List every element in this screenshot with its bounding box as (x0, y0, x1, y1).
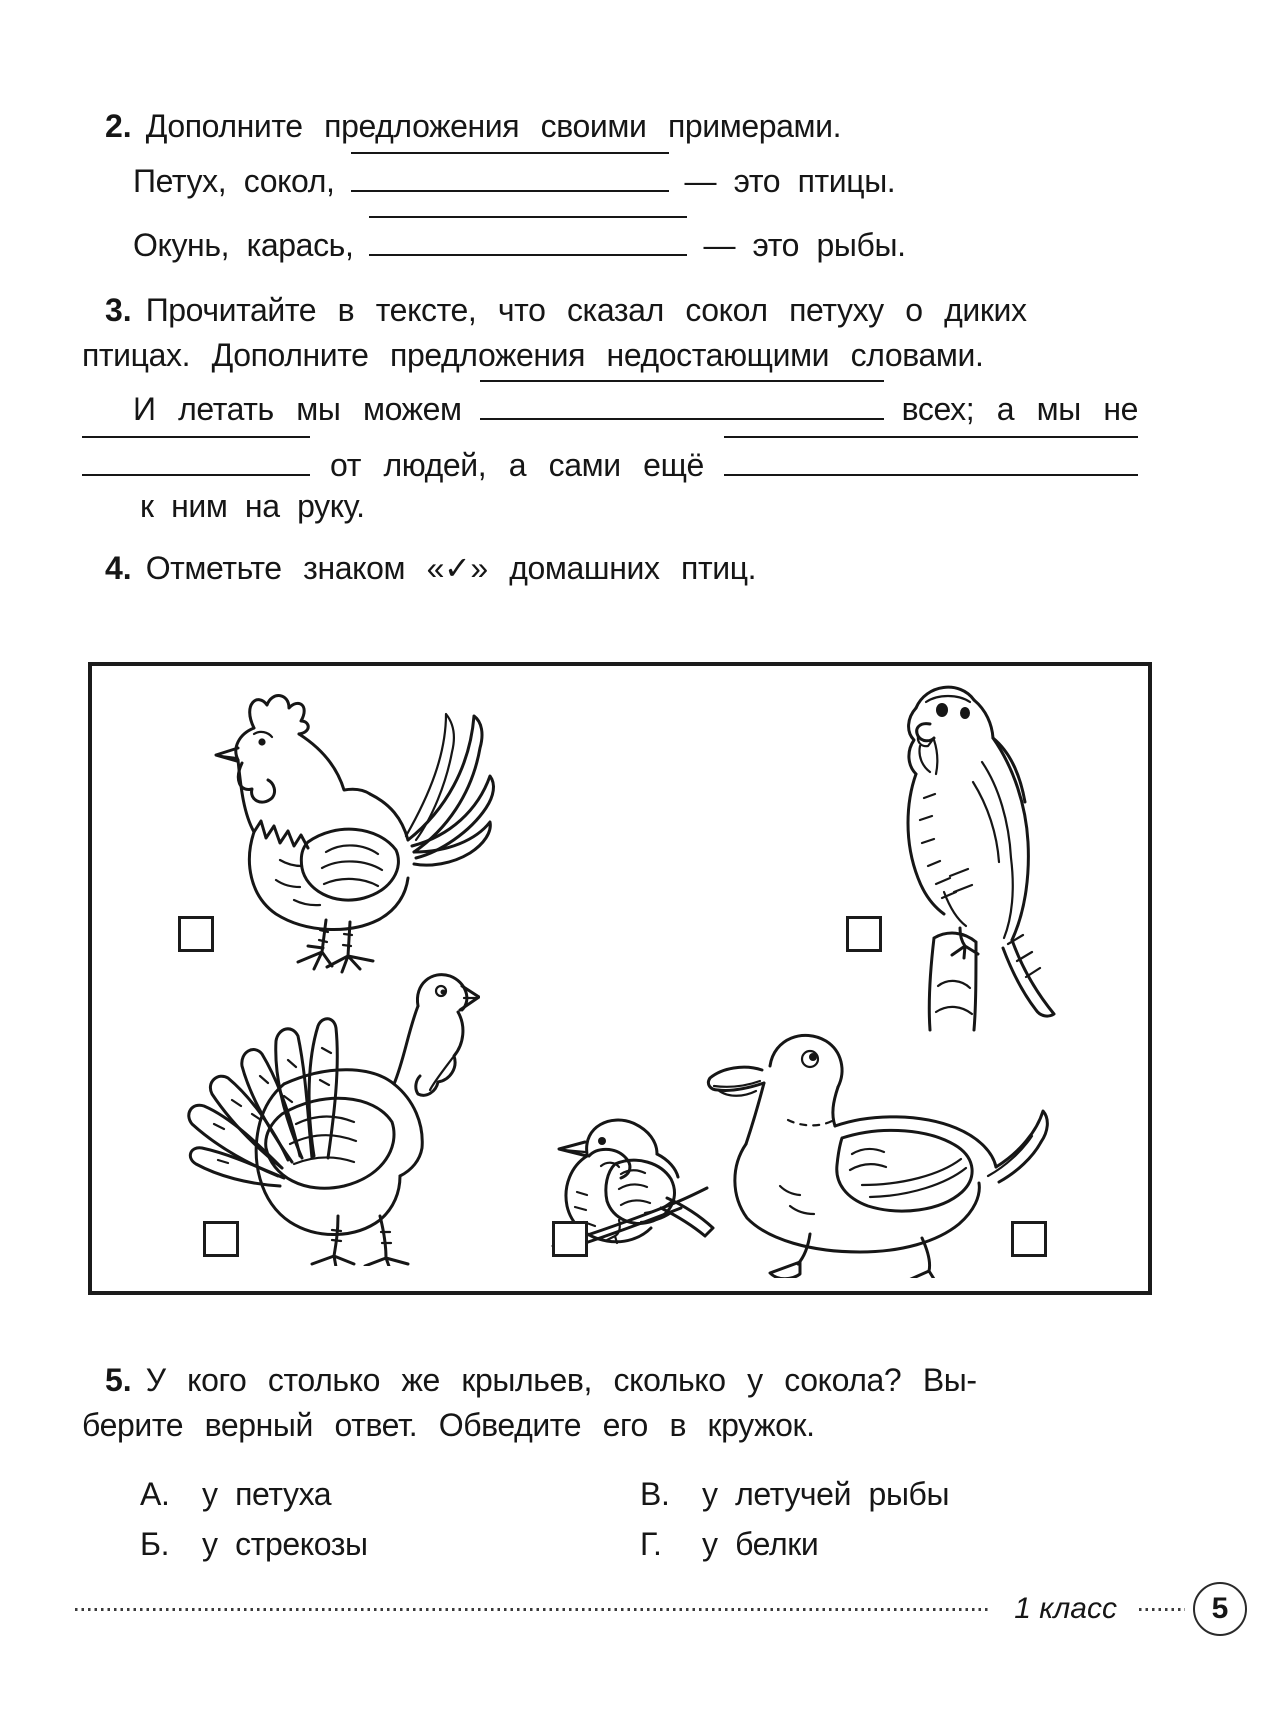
page-footer (75, 1580, 1247, 1638)
task3-fill1-after: всех; а мы не (901, 391, 1138, 427)
task5-number: 5. (105, 1362, 132, 1398)
birds-illustration-frame (88, 662, 1152, 1295)
option-a-text: у петуха (202, 1476, 332, 1512)
task3-fill1-before: И летать мы можем (133, 391, 462, 427)
task3-heading-line2 (82, 333, 983, 377)
rooster-icon (184, 690, 502, 974)
option-b-text: у стрекозы (202, 1526, 368, 1562)
checkbox-sparrow[interactable] (552, 1221, 588, 1257)
task2-heading (105, 104, 841, 148)
task5-title-line1: У кого столько же крыльев, сколько у сокола? Вы- (145, 1362, 977, 1398)
checkbox-turkey[interactable] (203, 1221, 239, 1257)
task5-title-line2: берите верный ответ. Обведите его в кружок. (82, 1407, 815, 1443)
task4-number: 4. (105, 550, 132, 586)
task3-fill-line2 (82, 436, 1138, 487)
page-number-badge (1193, 1582, 1247, 1636)
footer-dotted-line (75, 1608, 988, 1611)
option-v[interactable] (640, 1472, 1140, 1516)
task5-options (140, 1472, 1140, 1566)
task3-heading-line1 (105, 288, 1027, 332)
option-g[interactable] (640, 1522, 1140, 1566)
option-a[interactable] (140, 1472, 640, 1516)
option-b[interactable] (140, 1522, 640, 1566)
checkbox-rooster[interactable] (178, 916, 214, 952)
turkey-illustration (132, 964, 480, 1266)
task5-heading-line1 (105, 1358, 977, 1402)
grade-label: 1 класс (1014, 1592, 1117, 1625)
turkey-icon (132, 964, 480, 1266)
rooster-illustration (184, 690, 502, 974)
fill-blank-1[interactable] (480, 380, 884, 420)
task2-title: Дополните предложения своими примерами. (145, 108, 842, 144)
task2-sentence1-before: Петух, сокол, (133, 163, 335, 199)
fill-blank-3[interactable] (724, 436, 1138, 476)
option-a-letter: А. (140, 1476, 170, 1512)
task3-fill-line1 (133, 380, 1138, 431)
page-number: 5 (1211, 1592, 1229, 1625)
fill-blank-birds[interactable] (351, 152, 669, 192)
checkbox-duck[interactable] (1011, 1221, 1047, 1257)
task2-sentence2-after: — это рыбы. (703, 227, 906, 263)
option-v-letter: В. (640, 1476, 670, 1512)
task3-fill2-middle: от людей, а сами ещё (330, 447, 704, 483)
task3-title-line1: Прочитайте в тексте, что сказал сокол петуху о диких (145, 292, 1027, 328)
fill-blank-fish[interactable] (369, 216, 687, 256)
option-g-letter: Г. (640, 1526, 662, 1562)
task2-number: 2. (105, 108, 132, 144)
task5-heading-line2 (82, 1403, 815, 1447)
task4-heading (105, 546, 756, 590)
task3-fill-line3: к ним на руку. (140, 488, 365, 524)
task4-title: Отметьте знаком «✓» домашних птиц. (145, 550, 757, 586)
option-v-text: у летучей рыбы (702, 1476, 950, 1512)
duck-icon (690, 1026, 1065, 1278)
falcon-illustration (862, 680, 1076, 1034)
task2-sentence-2 (133, 216, 1138, 267)
task3-number: 3. (105, 292, 132, 328)
task3-title-line2: птицах. Дополните предложения недостающими словами. (82, 337, 984, 373)
falcon-icon (862, 680, 1076, 1034)
fill-blank-2[interactable] (82, 436, 310, 476)
checkbox-falcon[interactable] (846, 916, 882, 952)
footer-dotted-line-short (1139, 1608, 1185, 1611)
option-b-letter: Б. (140, 1526, 170, 1562)
option-g-text: у белки (702, 1526, 819, 1562)
task2-sentence1-after: — это птицы. (684, 163, 896, 199)
task2-sentence2-before: Окунь, карась, (133, 227, 354, 263)
duck-illustration (690, 1026, 1065, 1278)
task2-sentence-1 (133, 152, 1138, 203)
